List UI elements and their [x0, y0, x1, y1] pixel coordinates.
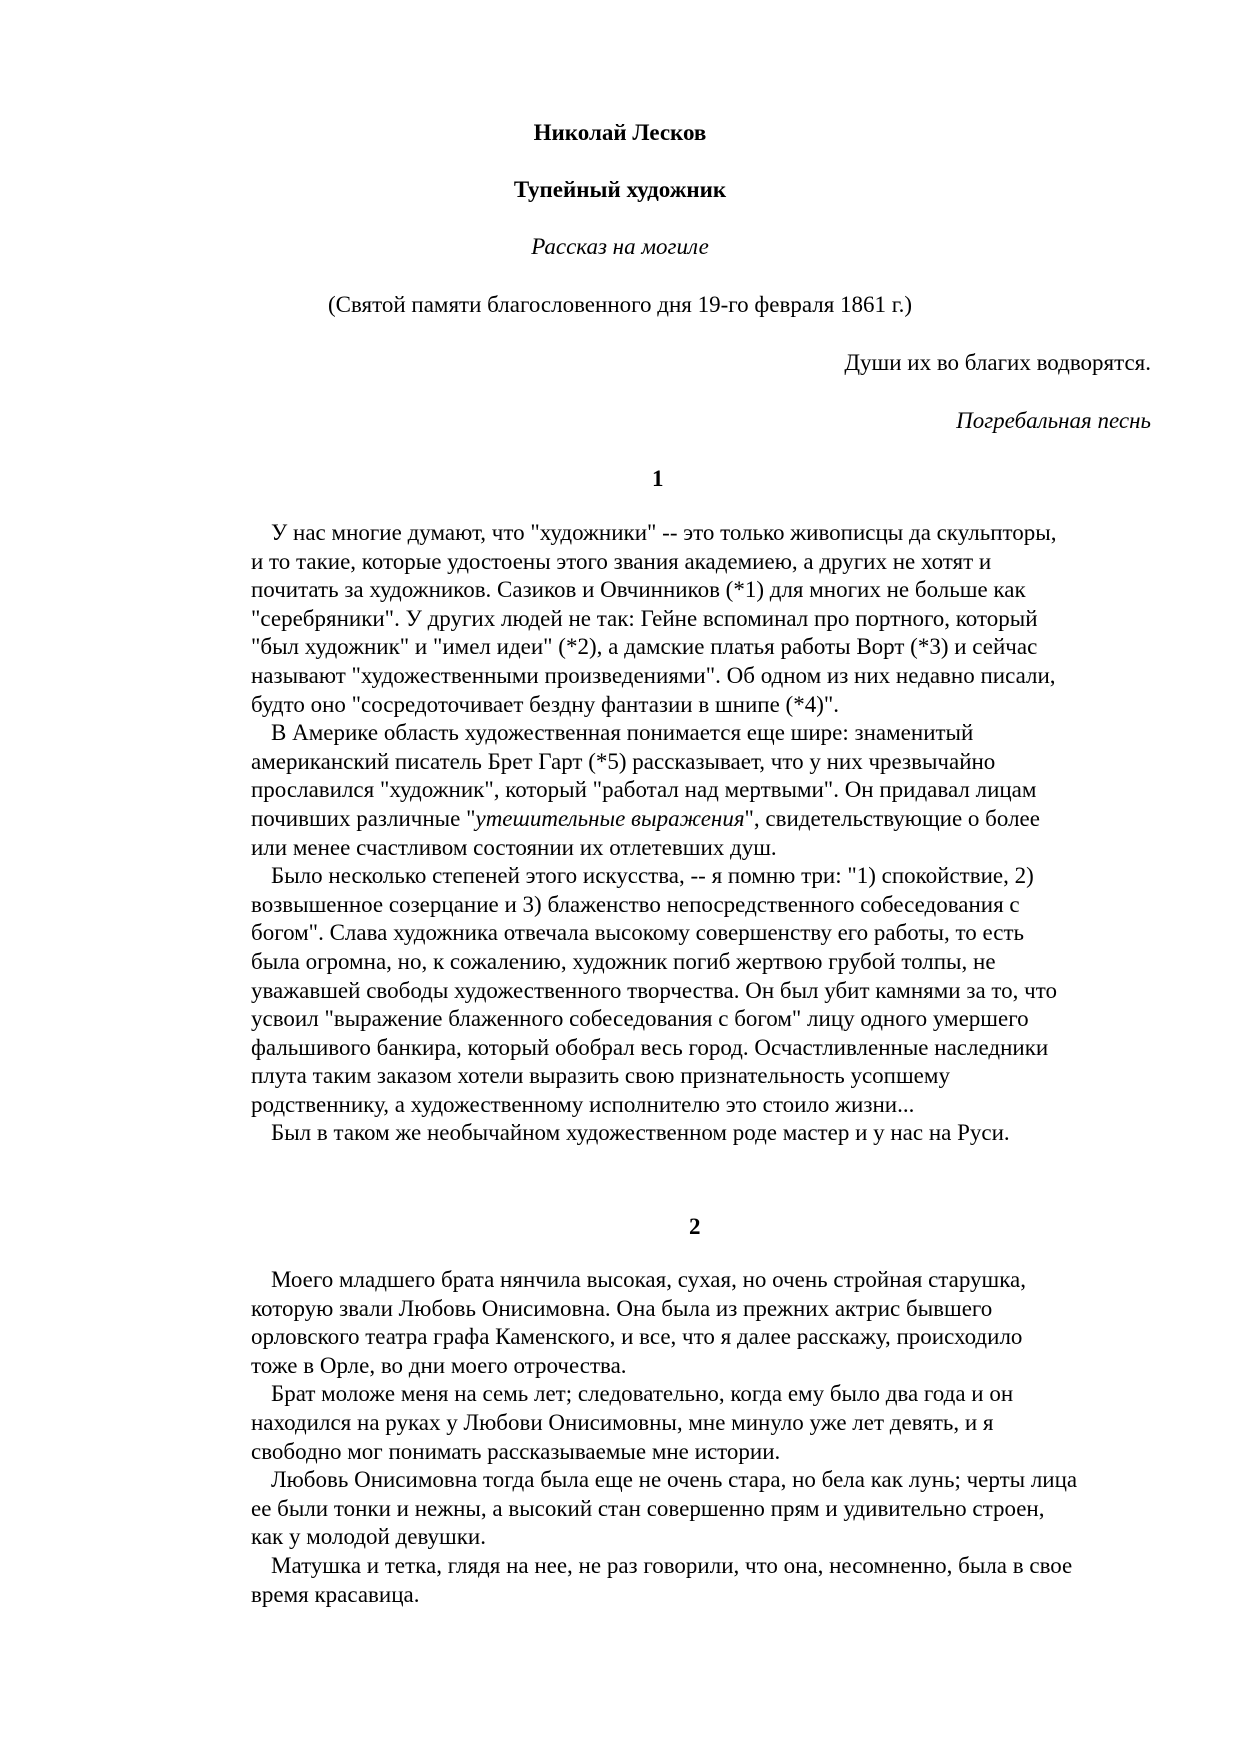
paragraph: У нас многие думают, что "художники" -- это только живописцы да скульпторы, и то такие, которые удостоены этого звания академиею, а других не хотят и почитать за художников. Сазиков и Овчинников (*1) для многих не больше как "серебряники". У других людей не так: Гейне вспоминал про портного, который "был художник" и "имел идеи" (*2), а дамские платья работы Ворт (*3) и сейчас называют "художественными произведениями". Об одном из них недавно писали, будто оно "сосредоточивает бездну фантазии в шнипе (*4)".	[251, 520, 1057, 717]
paragraph-text: В Америке область художественная понимается еще шире: знаменитый американский писатель Брет Гарт (*5) рассказывает, что у них чрезвычайно прославился "художник", который "работал над мертвыми". Он придавал лицам почивших различные "	[251, 720, 1037, 831]
emphasized-phrase: утешительные выражения	[475, 805, 745, 831]
paragraph	[251, 719, 1156, 862]
paragraph: Матушка и тетка, глядя на нее, не раз говорили, что она, несомненно, была в свое время красавица.	[251, 1552, 1073, 1607]
story-subtitle: Рассказ на могиле	[531, 234, 709, 259]
paragraph: Было несколько степеней этого искусства, -- я помню три: "1) спокойствие, 2) возвышенное созерцание и 3) блаженство непосредственного собеседования с богом". Слава художника отвечала высокому совершенству его работы, то есть была огромна, но, к сожалению, художник погиб жертвою грубой толпы, не уважавшей свободы художественного творчества. Он был убит камнями за то, что усвоил "выражение блаженного собеседования с богом" лицу одного умершего фальшивого банкира, который обобрал весь город. Осчастливленные наследники плута таким заказом хотели выразить свою признательность усопшему родственнику, а художественному исполнителю это стоило жизни...	[251, 863, 1057, 1117]
paragraph-text: ", свидетельствующие о более или менее счастливом состоянии их отлетевших душ.	[251, 805, 1040, 860]
epigraph-text: Души их во благих водворятся.	[844, 350, 1151, 375]
chapter-number-1: 1	[652, 466, 664, 491]
paragraph: Брат моложе меня на семь лет; следовательно, когда ему было два года и он находился на руках у Любови Онисимовны, мне минуло уже лет девять, и я свободно мог понимать рассказываемые мне истории.	[251, 1381, 1014, 1464]
dedication: (Святой памяти благословенного дня 19-го февраля 1861 г.)	[327, 292, 913, 317]
chapter-number-2: 2	[689, 1214, 701, 1239]
chapter-2-text	[251, 1266, 1156, 1609]
epigraph-source: Погребальная песнь	[956, 408, 1151, 433]
story-title: Тупейный художник	[513, 177, 727, 202]
author-name: Николай Лесков	[533, 120, 707, 145]
paragraph: Был в таком же необычайном художественном роде мастер и у нас на Руси.	[271, 1120, 1010, 1146]
paragraph: Любовь Онисимовна тогда была еще не очень стара, но бела как лунь; черты лица ее были тонки и нежны, а высокий стан совершенно прям и удивительно строен, как у молодой девушки.	[251, 1467, 1078, 1550]
chapter-1-text	[251, 519, 1156, 1148]
paragraph: Моего младшего брата нянчила высокая, сухая, но очень стройная старушка, которую звали Любовь Онисимовна. Она была из прежних актрис бывшего орловского театра графа Каменского, и все, что я далее расскажу, происходило тоже в Орле, во дни моего отрочества.	[251, 1267, 1027, 1378]
